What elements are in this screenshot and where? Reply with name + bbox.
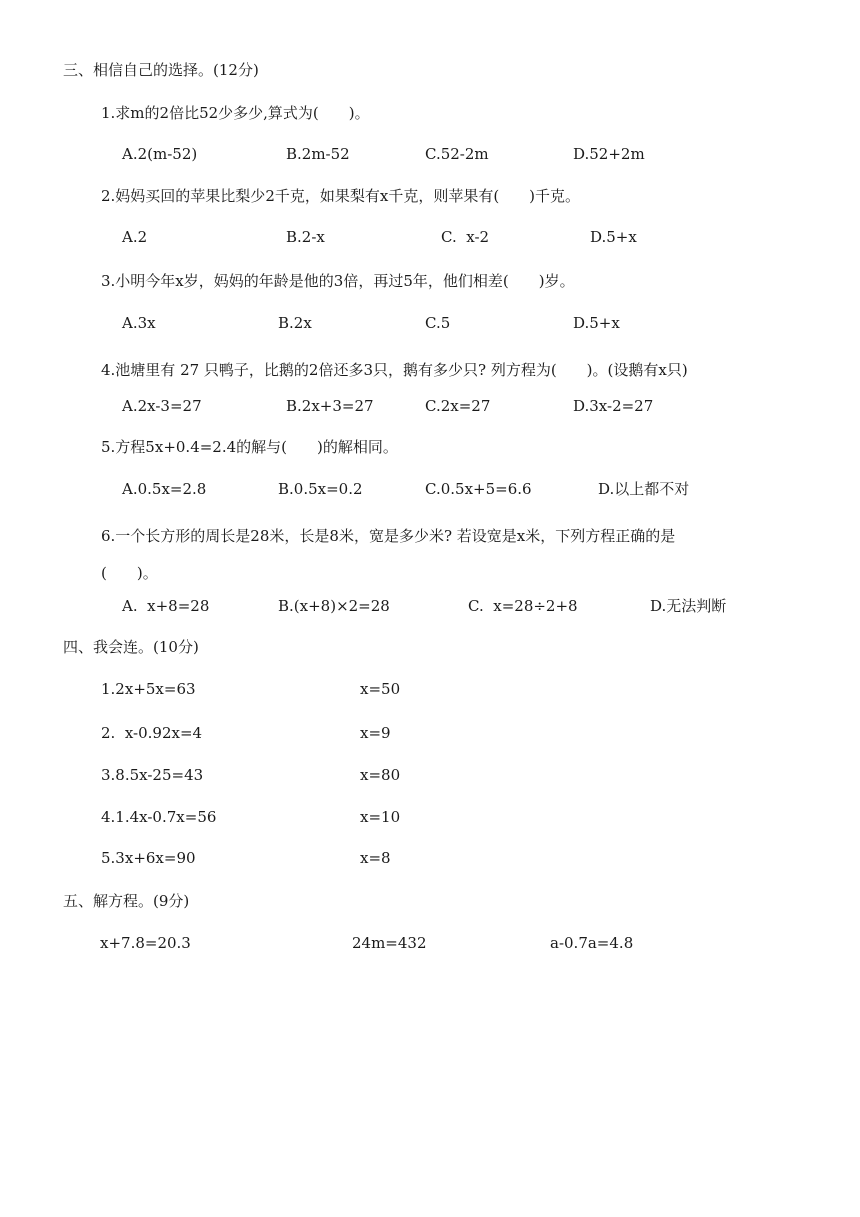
- question-6-text: 6.一个长方形的周长是28米，长是8米，宽是多少米? 若设宽是x米，下列方程正确的是: [101, 527, 676, 545]
- equation-3: a-0.7a=4.8: [550, 934, 634, 952]
- equation-2: 24m=432: [352, 934, 427, 952]
- match-right-4: x=10: [360, 808, 401, 826]
- q6-option-b: B.(x+8)×2=28: [278, 597, 390, 615]
- question-6-text-cont: ( )。: [101, 564, 158, 582]
- question-1-text: 1.求m的2倍比52少多少,算式为( )。: [101, 104, 370, 122]
- q4-option-b: B.2x+3=27: [286, 397, 374, 415]
- q2-option-b: B.2-x: [286, 228, 325, 246]
- q6-option-d: D.无法判断: [650, 597, 727, 615]
- section5-heading: 五、解方程。(9分): [63, 892, 190, 910]
- q1-option-a: A.2(m-52): [122, 145, 198, 163]
- q4-option-a: A.2x-3=27: [122, 397, 202, 415]
- q3-option-c: C.5: [425, 314, 451, 332]
- q2-option-d: D.5+x: [590, 228, 637, 246]
- q5-option-a: A.0.5x=2.8: [122, 480, 207, 498]
- q5-option-b: B.0.5x=0.2: [278, 480, 363, 498]
- q5-option-d: D.以上都不对: [598, 480, 690, 498]
- match-left-2: 2. x-0.92x=4: [101, 724, 203, 742]
- q4-option-c: C.2x=27: [425, 397, 491, 415]
- q3-option-d: D.5+x: [573, 314, 620, 332]
- match-right-5: x=8: [360, 849, 391, 867]
- match-right-1: x=50: [360, 680, 401, 698]
- q1-option-b: B.2m-52: [286, 145, 350, 163]
- section3-heading: 三、相信自己的选择。(12分): [63, 61, 259, 79]
- question-4-text: 4.池塘里有 27 只鸭子，比鹅的2倍还多3只，鹅有多少只? 列方程为( )。(设鹅有x只): [101, 361, 688, 379]
- q5-option-c: C.0.5x+5=6.6: [425, 480, 532, 498]
- q1-option-d: D.52+2m: [573, 145, 645, 163]
- q1-option-c: C.52-2m: [425, 145, 489, 163]
- q6-option-c: C. x=28÷2+8: [468, 597, 578, 615]
- match-left-4: 4.1.4x-0.7x=56: [101, 808, 217, 826]
- q4-option-d: D.3x-2=27: [573, 397, 654, 415]
- match-right-2: x=9: [360, 724, 391, 742]
- match-left-1: 1.2x+5x=63: [101, 680, 196, 698]
- q2-option-a: A.2: [122, 228, 148, 246]
- section4-heading: 四、我会连。(10分): [63, 638, 199, 656]
- question-2-text: 2.妈妈买回的苹果比梨少2千克，如果梨有x千克，则苹果有( )千克。: [101, 187, 581, 205]
- q6-option-a: A. x+8=28: [122, 597, 210, 615]
- match-left-3: 3.8.5x-25=43: [101, 766, 204, 784]
- equation-1: x+7.8=20.3: [100, 934, 191, 952]
- q3-option-b: B.2x: [278, 314, 312, 332]
- q3-option-a: A.3x: [122, 314, 156, 332]
- question-3-text: 3.小明今年x岁，妈妈的年龄是他的3倍，再过5年，他们相差( )岁。: [101, 272, 575, 290]
- match-left-5: 5.3x+6x=90: [101, 849, 196, 867]
- match-right-3: x=80: [360, 766, 401, 784]
- question-5-text: 5.方程5x+0.4=2.4的解与( )的解相同。: [101, 438, 398, 456]
- q2-option-c: C. x-2: [441, 228, 490, 246]
